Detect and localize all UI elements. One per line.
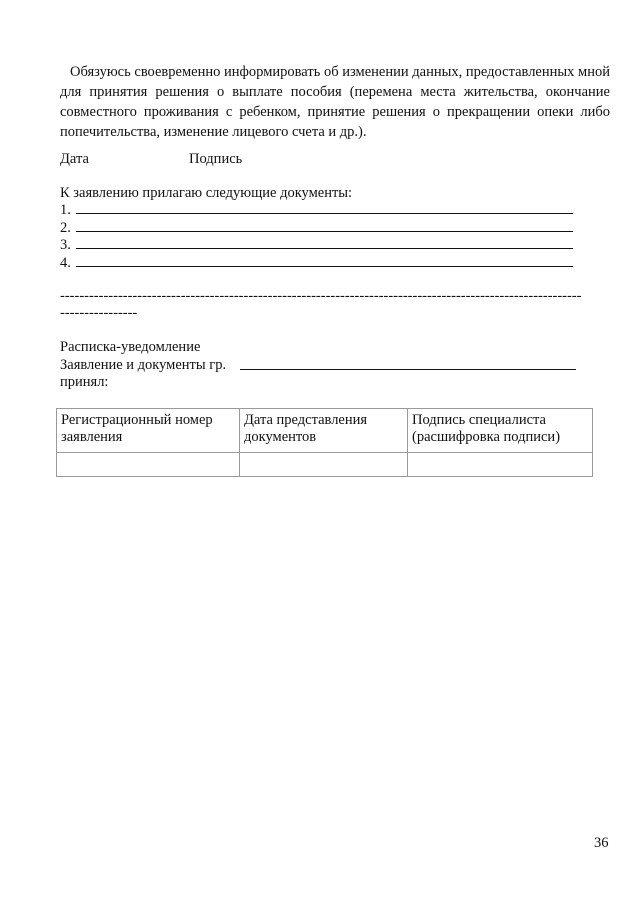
attachment-line-3[interactable] bbox=[76, 248, 573, 249]
cut-line-dashes-continued: ---------------- bbox=[60, 305, 138, 321]
receipt-statement-prefix: Заявление и документы гр. bbox=[60, 357, 227, 373]
attachment-item-1: 1. bbox=[60, 202, 71, 218]
registration-table bbox=[56, 408, 593, 477]
date-label: Дата bbox=[60, 151, 89, 167]
receipt-accepted-label: принял: bbox=[60, 374, 109, 390]
attachment-line-1[interactable] bbox=[76, 213, 573, 214]
attachment-line-2[interactable] bbox=[76, 231, 573, 232]
table-cell[interactable] bbox=[408, 453, 593, 477]
table-cell[interactable] bbox=[240, 453, 408, 477]
page-number: 36 bbox=[594, 835, 609, 851]
attachment-line-4[interactable] bbox=[76, 266, 573, 267]
attachment-item-4: 4. bbox=[60, 255, 71, 271]
attachment-item-3: 3. bbox=[60, 237, 71, 253]
receipt-title: Расписка-уведомление bbox=[60, 339, 201, 355]
table-cell[interactable] bbox=[57, 453, 240, 477]
table-row bbox=[57, 453, 593, 477]
table-header-row bbox=[57, 409, 593, 453]
attachments-heading: К заявлению прилагаю следующие документы: bbox=[60, 185, 353, 201]
table-header-cell: Дата представления документов bbox=[240, 409, 408, 453]
commitment-paragraph: Обязуюсь своевременно информировать об изменении данных, предоставленных мной для принятия решения о выплате пособия (перемена места жительства, окончание совместного проживания с ребенком, принятие решения о прекращении опеки либо попечительства, изменение лицевого счета и др.). bbox=[60, 64, 610, 140]
cut-line-dashes: ------------------------------------------------------------------------------------------------------------ bbox=[60, 288, 582, 304]
attachment-item-2: 2. bbox=[60, 220, 71, 236]
receipt-name-line[interactable] bbox=[240, 369, 576, 370]
signature-label: Подпись bbox=[189, 151, 243, 167]
table-header-cell: Подпись специалиста (расшифровка подписи) bbox=[408, 409, 593, 453]
table-header-cell: Регистрационный номер заявления bbox=[57, 409, 240, 453]
